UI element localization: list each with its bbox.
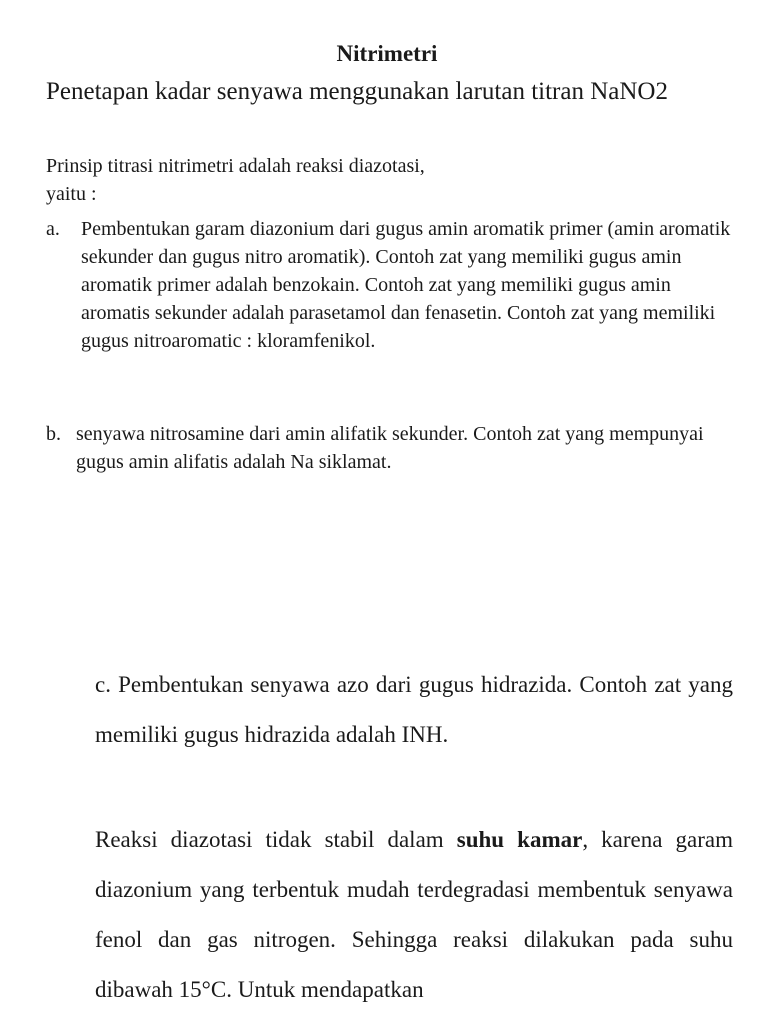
intro-line: Prinsip titrasi nitrimetri adalah reaksi diazotasi, (46, 155, 425, 177)
reaction-text (95, 815, 733, 1015)
intro-line: yaitu : (46, 183, 97, 205)
list-item-text: Pembentukan garam diazonium dari gugus amin aromatik primer (amin aromatik sekunder dan gugus nitro aromatik). Contoh zat yang memiliki gugus amin aromatik primer adalah benzokain. Contoh zat yang memiliki gugus amin aromatis sekunder adalah parasetamol dan fenasetin. Contoh zat yang memiliki gugus nitroaromatic : kloramfenikol. (81, 218, 731, 352)
list-item-a (46, 215, 736, 355)
reaction-text-before: Reaksi diazotasi tidak stabil dalam (95, 827, 457, 852)
reaction-paragraph (95, 815, 733, 1015)
reaction-text-after: , karena garam diazonium yang terbentuk mudah terdegradasi membentuk senyawa fenol dan gas nitrogen. Sehingga reaksi dilakukan pada suhu dibawah 15°C. Untuk mendapatkan (95, 827, 733, 1002)
list-item-c (95, 660, 733, 760)
list-item-b (46, 420, 746, 476)
emphasis-room-temperature: suhu kamar (456, 827, 583, 852)
list-marker: b. (46, 423, 61, 445)
intro-paragraph (46, 152, 726, 208)
list-item-text: senyawa nitrosamine dari amin alifatik sekunder. Contoh zat yang mempunyai gugus amin alifatis adalah Na siklamat. (76, 423, 704, 473)
document-title: Nitrimetri (336, 41, 438, 66)
list-item-text: c. Pembentukan senyawa azo dari gugus hidrazida. Contoh zat yang memiliki gugus hidrazida adalah INH. (95, 672, 733, 747)
document-subtitle: Penetapan kadar senyawa menggunakan larutan titran NaNO2 (46, 78, 668, 105)
list-marker: a. (46, 218, 60, 240)
